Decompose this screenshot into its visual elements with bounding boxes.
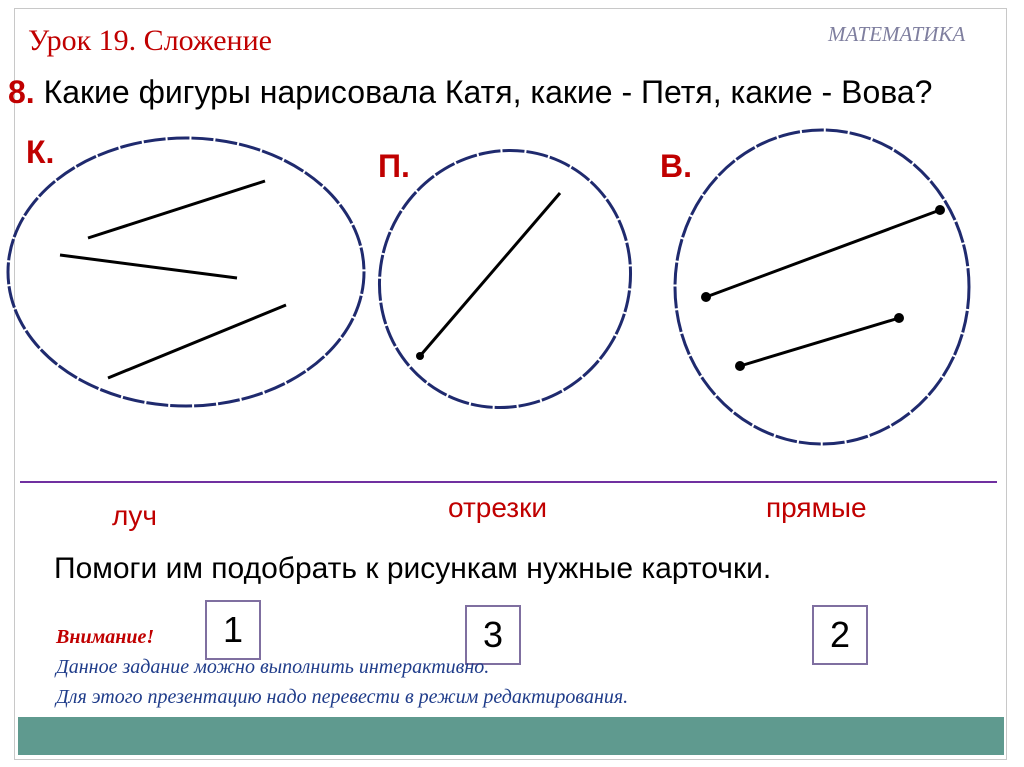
katya-line-2: [60, 255, 237, 278]
card-word-segments[interactable]: отрезки: [448, 492, 548, 523]
note-line-1: Данное задание можно выполнить интерактивно.: [56, 656, 490, 678]
petya-ray: [420, 193, 560, 356]
label-vova: В.: [660, 148, 692, 184]
question-body: Какие фигуры нарисовала Катя, какие - Петя, какие - Вова?: [34, 74, 933, 110]
vova-segment-1-start: [701, 292, 711, 302]
card-word-lines[interactable]: прямые: [766, 492, 867, 523]
petya-ray-endpoint: [416, 352, 424, 360]
vova-segment-2: [740, 318, 899, 366]
label-katya: К.: [26, 134, 55, 170]
instruction-text: Помоги им подобрать к рисункам нужные карточки.: [54, 552, 772, 585]
attention-label: Внимание!: [56, 626, 155, 648]
subject-label: МАТЕМАТИКА: [828, 22, 966, 46]
vova-segment-2-end: [894, 313, 904, 323]
vova-segment-1: [706, 210, 940, 297]
divider-line: [20, 481, 997, 483]
vova-segment-2-start: [735, 361, 745, 371]
question-number: 8.: [8, 74, 35, 110]
lesson-title: Урок 19. Сложение: [28, 24, 272, 57]
bottom-bar: [18, 717, 1004, 755]
vova-circle: [675, 130, 969, 444]
note-line-2: Для этого презентацию надо перевести в режим редактирования.: [56, 686, 629, 708]
card-word-ray[interactable]: луч: [112, 500, 157, 531]
vova-segment-1-end: [935, 205, 945, 215]
number-card-2[interactable]: 2: [812, 605, 868, 665]
number-card-3[interactable]: 3: [465, 605, 521, 665]
number-card-1[interactable]: 1: [205, 600, 261, 660]
petya-oval: [333, 104, 678, 453]
label-petya: П.: [378, 148, 410, 184]
katya-line-1: [88, 181, 265, 238]
katya-line-3: [108, 305, 286, 378]
